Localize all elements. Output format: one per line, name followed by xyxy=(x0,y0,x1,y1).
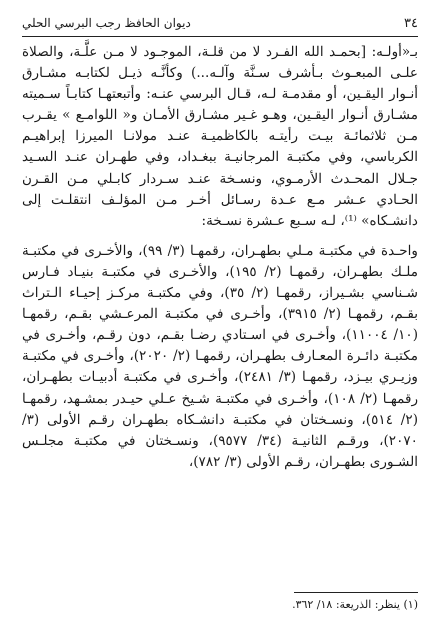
header-rule xyxy=(22,36,418,37)
running-title: ديوان الحافظ رجب البرسي الحلي xyxy=(22,16,191,30)
page-header xyxy=(22,12,418,34)
footnote-rule xyxy=(294,592,418,593)
footnote: (١) ينظر: الذريعة: ١٨/ ٣٦٢. xyxy=(292,598,418,611)
paragraph: بـ«أولـه: [بحمـد الله الفـرد لا من قلـة، الموجـود لا مـن علَّـة، والصلاة علـى المبعـوث بـأشرف سـنَّة وآلـه...) وكأنَّـه ذيـل لكتابـه مشـارق أنـوار اليقـين، أو مقدمـة لـه، قـال البرسي عنـه: وأتبعتهـا كتابـاً سـميته مشـارق أنـوار اليقـين، وهـو غـير مشـارق الأمـان و« اللوامـع » يقـرب مـن ثلاثمائـة بيـت رأيتـه بالكاظميـة عنـد مولانـا الميرزا إبراهيـم الكرباسي، وفي مكتبـة المرجانيـة ببغـداد، وفي طهـران عنـد السـيد جـلال المحـدث الأرمـوي، ونسـخة عنـد سـردار كابـلي مـن القـرن الحـادي عـشر مـع عـدة رسـائل أخـر مـن المؤلـف انتقلـت إلى دانشـكاه» ⁽¹⁾، لـه سـبع عـشرة نسـخة: xyxy=(22,44,418,229)
page-number: ٣٤ xyxy=(404,15,418,31)
paragraph: واحـدة في مكتبـة مـلي بطهـران، رقمهـا (٣/ ٩٩)، والأخـرى في مكتبـة ملـك بطهـران، رقمهـا (٢/ ١٩٥)، والأخـرى في مكتبـة بنيـاد فـارس شـناسي بشـيراز، رقمهـا (٢/ ٣٥)، وفي مكتبـة مركـز إحيـاء الـتراث بقـم، رقمهـا (٢/ ٣٩١٥)، وأخـرى في مكتبـة المرعـشي بقـم، رقمهـا (١٠/ ١١٠٠٤)، وأخـرى في اسـتادي رضـا بقـم، دون رقـم، وأخـرى في مكتبـة دائـرة المعـارف بطهـران، رقمهـا (٢/ ٢٠٢٠)، وأخـرى في مكتبـة وزيـري بيـزد، رقمهـا (٣/ ٢٤٨١)، وأخـرى في مكتبـة أدبيـات بطهـران، رقمهـا (٢/ ١٠٨)، وأخـرى في مكتبـة شـيخ عـلي حيـدر بمشـهد، رقمهـا (٢/ ٥١٤)، ونسـختان في مكتبـة دانشـكاه بطهـران رقـم الأولى (٣/ ٢٠٧٠)، ورقـم الثانيـة (٣٤/ ٩٥٧٧)، ونسـختان في مكتبـة مجلـس الشـورى بطهـران، رقـم الأولى (٣/ ٧٨٢)، xyxy=(22,242,419,470)
page-body xyxy=(22,42,418,473)
footnote-area xyxy=(22,592,418,612)
